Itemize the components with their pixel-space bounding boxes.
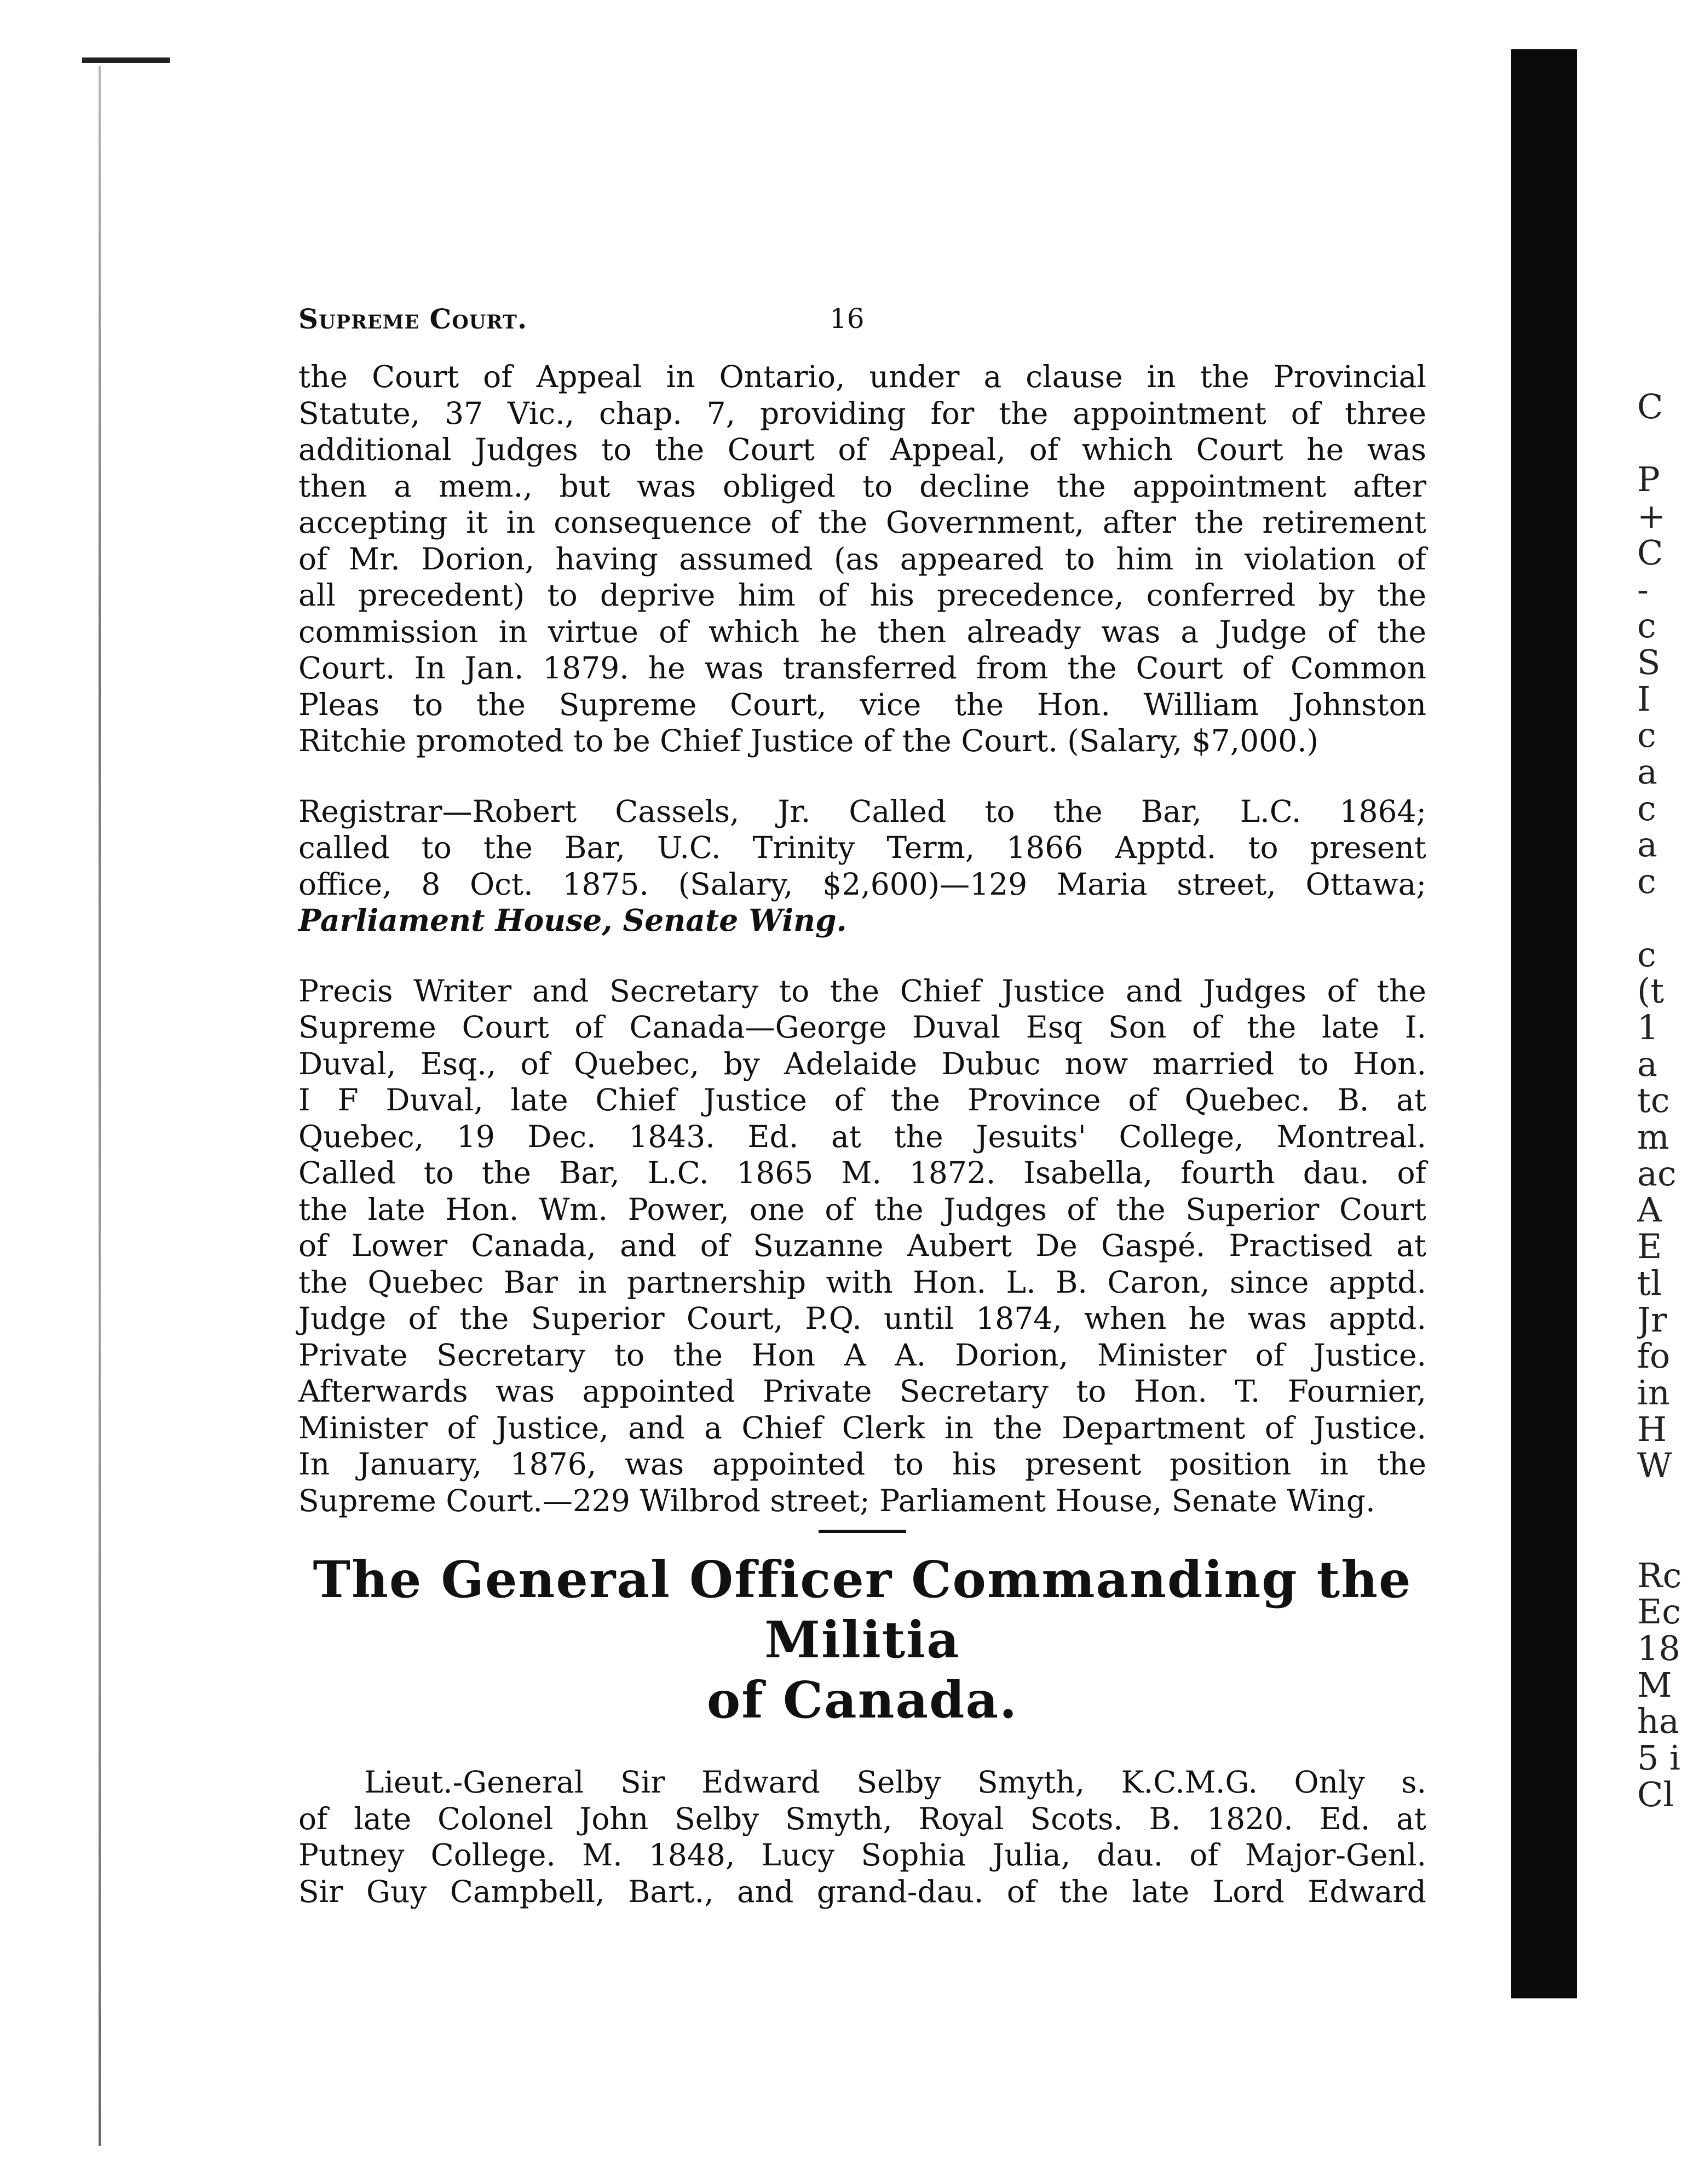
- heading-line: The General Officer Commanding the Militia: [313, 1550, 1412, 1669]
- text-line: accepting it in consequence of the Government, after the retirement: [298, 505, 1426, 540]
- text-line: commission in virtue of which he then already was a Judge of the: [298, 614, 1426, 649]
- text-line: Supreme Court.—229 Wilbrod street; Parliament House, Senate Wing.: [298, 1483, 1375, 1518]
- text-line: Called to the Bar, L.C. 1865 M. 1872. Isabella, fourth dau. of: [298, 1155, 1426, 1190]
- text-line: called to the Bar, U.C. Trinity Term, 1866 Apptd. to present: [298, 830, 1426, 865]
- section-heading: [298, 1549, 1426, 1730]
- text-line: the Court of Appeal in Ontario, under a clause in the Provincial: [298, 359, 1426, 394]
- paragraph-precis-writer: [298, 973, 1426, 1519]
- text-line: Registrar—Robert Cassels, Jr. Called to the Bar, L.C. 1864;: [298, 793, 1426, 829]
- paragraph-general-officer: [298, 1764, 1426, 1910]
- running-title: Supreme Court.: [298, 303, 528, 335]
- text-line: Putney College. M. 1848, Lucy Sophia Julia, dau. of Major-Genl.: [298, 1837, 1426, 1872]
- text-line: all precedent) to deprive him of his precedence, conferred by the: [298, 578, 1426, 613]
- text-line: Judge of the Superior Court, P.Q. until 1874, when he was apptd.: [298, 1301, 1426, 1336]
- paragraph-registrar: [298, 793, 1426, 939]
- page-number: 16: [830, 303, 865, 335]
- text-line: Quebec, 19 Dec. 1843. Ed. at the Jesuits' College, Montreal.: [298, 1119, 1426, 1154]
- text-line: Statute, 37 Vic., chap. 7, providing for the appointment of three: [298, 395, 1426, 431]
- text-line: the late Hon. Wm. Power, one of the Judges of the Superior Court: [298, 1191, 1426, 1227]
- binding-mark: [82, 57, 170, 63]
- text-line: office, 8 Oct. 1875. (Salary, $2,600)—129 Maria street, Ottawa;: [298, 866, 1426, 902]
- text-line: Precis Writer and Secretary to the Chief Justice and Judges of the: [298, 973, 1426, 1009]
- text-line: of Mr. Dorion, having assumed (as appeared to him in violation of: [298, 541, 1426, 577]
- text-line: Supreme Court of Canada—George Duval Esq Son of the late I.: [298, 1010, 1426, 1045]
- text-line: additional Judges to the Court of Appeal, of which Court he was: [298, 432, 1426, 467]
- text-line: Pleas to the Supreme Court, vice the Hon. William Johnston: [298, 687, 1426, 722]
- text-line: Parliament House, Senate Wing.: [298, 902, 847, 938]
- text-line: Court. In Jan. 1879. he was transferred from the Court of Common: [298, 650, 1426, 685]
- text-line: of late Colonel John Selby Smyth, Royal Scots. B. 1820. Ed. at: [298, 1801, 1426, 1836]
- text-line: Lieut.-General Sir Edward Selby Smyth, K.C.M.G. Only s.: [364, 1765, 1426, 1800]
- text-line: the Quebec Bar in partnership with Hon. L. B. Caron, since apptd.: [298, 1264, 1426, 1300]
- facing-page-bleed-text: C P + C - c S I c a c a c c (t 1 a tc m ac A E tl Jr fo in H W Rc Ec 18 M ha 5 i Cl: [1637, 389, 1682, 1814]
- text-line: Private Secretary to the Hon A A. Dorion, Minister of Justice.: [298, 1337, 1426, 1373]
- page-binding-edge: [99, 66, 101, 2146]
- section-divider: [819, 1530, 906, 1533]
- paragraph-court-of-appeal: [298, 359, 1426, 759]
- text-line: then a mem., but was obliged to decline the appointment after: [298, 468, 1426, 504]
- book-page: [298, 298, 1426, 1910]
- text-line: In January, 1876, was appointed to his present position in the: [298, 1447, 1426, 1482]
- text-line: Sir Guy Campbell, Bart., and grand-dau. of the late Lord Edward: [298, 1874, 1426, 1909]
- running-header: [298, 298, 1426, 359]
- text-line: Ritchie promoted to be Chief Justice of the Court. (Salary, $7,000.): [298, 723, 1319, 758]
- heading-line: of Canada.: [706, 1670, 1018, 1730]
- text-line: of Lower Canada, and of Suzanne Aubert De Gaspé. Practised at: [298, 1228, 1426, 1263]
- gutter-shadow: [1511, 49, 1577, 1998]
- text-line: Duval, Esq., of Quebec, by Adelaide Dubuc now married to Hon.: [298, 1046, 1426, 1081]
- text-line: Minister of Justice, and a Chief Clerk in the Department of Justice.: [298, 1410, 1426, 1445]
- text-line: Afterwards was appointed Private Secretary to Hon. T. Fournier,: [298, 1374, 1426, 1409]
- text-line: I F Duval, late Chief Justice of the Province of Quebec. B. at: [298, 1082, 1426, 1117]
